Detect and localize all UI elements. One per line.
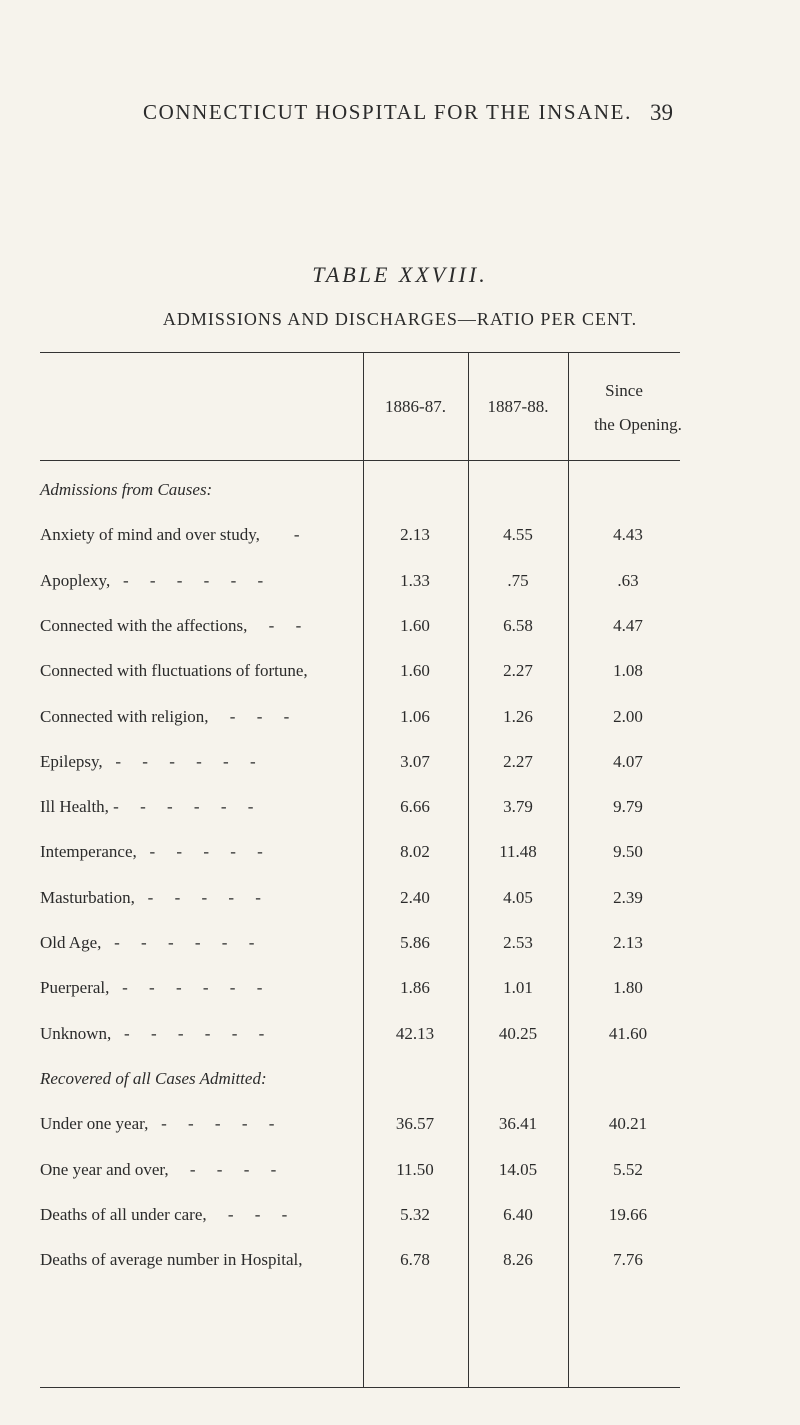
column-divider-2 <box>468 352 469 1388</box>
row-label: Epilepsy, - - - - - - <box>40 752 256 771</box>
row-label: Ill Health, - - - - - - <box>40 797 254 816</box>
table-cell: 19.66 <box>608 1205 648 1224</box>
running-head <box>0 100 800 140</box>
row-label: Old Age, - - - - - - <box>40 933 255 952</box>
table-cell: 9.79 <box>613 797 643 816</box>
table-cell: 1.06 <box>400 707 430 726</box>
table-cell: 11.48 <box>499 842 537 861</box>
header-bottom-rule <box>40 460 680 461</box>
table-cell: 2.53 <box>503 933 533 952</box>
section-heading: Recovered of all Cases Admitted: <box>40 1069 267 1088</box>
table-cell: 36.41 <box>498 1114 538 1133</box>
table-cell: 42.13 <box>395 1024 435 1043</box>
table-cell: 1.01 <box>503 978 533 997</box>
column-header-opening: the Opening. <box>594 415 682 434</box>
table-cell: 3.07 <box>400 752 430 771</box>
table-cell: .63 <box>617 571 639 590</box>
row-label: Under one year, - - - - - <box>40 1114 275 1133</box>
table-cell: 4.55 <box>503 525 533 544</box>
row-label: Deaths of all under care, - - - <box>40 1205 288 1224</box>
table-cell: 6.78 <box>400 1250 430 1269</box>
column-header-since: Since <box>605 381 643 400</box>
table-cell: 5.32 <box>400 1205 430 1224</box>
row-label: Unknown, - - - - - - <box>40 1024 265 1043</box>
row-label: Anxiety of mind and over study, - <box>40 525 300 544</box>
table-cell: 6.40 <box>503 1205 533 1224</box>
table-cell: 36.57 <box>395 1114 435 1133</box>
table-cell: 6.58 <box>503 616 533 635</box>
table-cell: 1.33 <box>400 571 430 590</box>
table-cell: 5.86 <box>400 933 430 952</box>
table-top-rule <box>40 352 680 353</box>
table-cell: 1.86 <box>400 978 430 997</box>
table-cell: 8.02 <box>400 842 430 861</box>
row-label: One year and over, - - - - <box>40 1160 277 1179</box>
table-cell: 8.26 <box>503 1250 533 1269</box>
table-cell: 3.79 <box>503 797 533 816</box>
table-cell: 40.21 <box>608 1114 648 1133</box>
row-label: Intemperance, - - - - - <box>40 842 263 861</box>
column-divider-1 <box>363 352 364 1388</box>
row-label: Connected with fluctuations of fortune, <box>40 661 308 680</box>
table-cell: 2.13 <box>400 525 430 544</box>
table-cell: 4.07 <box>613 752 643 771</box>
table-cell: 4.43 <box>613 525 643 544</box>
table-cell: 6.66 <box>400 797 430 816</box>
table-cell: 1.08 <box>613 661 643 680</box>
table-cell: 1.60 <box>400 661 430 680</box>
section-heading: Admissions from Causes: <box>40 480 213 499</box>
table-cell: 2.39 <box>613 888 643 907</box>
row-label: Connected with religion, - - - <box>40 707 290 726</box>
table-subtitle: ADMISSIONS AND DISCHARGES—RATIO PER CENT. <box>162 309 638 329</box>
table-cell: 7.76 <box>613 1250 643 1269</box>
table-cell: .75 <box>507 571 529 590</box>
running-title: CONNECTICUT HOSPITAL FOR THE INSANE. <box>143 100 632 124</box>
table-cell: 4.05 <box>503 888 533 907</box>
row-label: Puerperal, - - - - - - <box>40 978 263 997</box>
table-cell: 1.26 <box>503 707 533 726</box>
row-label: Connected with the affections, - - <box>40 616 302 635</box>
column-divider-3 <box>568 352 569 1388</box>
table-cell: 9.50 <box>613 842 643 861</box>
row-label: Deaths of average number in Hospital, <box>40 1250 303 1269</box>
column-header-1886-87: 1886-87. <box>385 397 446 416</box>
row-label: Apoplexy, - - - - - - <box>40 571 264 590</box>
table-cell: 1.80 <box>613 978 643 997</box>
column-header-1887-88: 1887-88. <box>487 397 549 416</box>
table-cell: 2.27 <box>503 752 533 771</box>
table-cell: 4.47 <box>613 616 643 635</box>
table-cell: 2.13 <box>613 933 643 952</box>
table-cell: 2.00 <box>613 707 643 726</box>
table-cell: 2.40 <box>400 888 430 907</box>
table-bottom-rule <box>40 1387 680 1388</box>
table-cell: 14.05 <box>498 1160 538 1179</box>
table-cell: 41.60 <box>608 1024 648 1043</box>
table-cell: 2.27 <box>503 661 533 680</box>
page-number: 39 <box>650 100 673 125</box>
table-cell: 1.60 <box>400 616 430 635</box>
table-cell: 5.52 <box>613 1160 643 1179</box>
table-cell: 11.50 <box>396 1160 434 1179</box>
row-label: Masturbation, - - - - - <box>40 888 261 907</box>
table-title: TABLE XXVIII. <box>312 262 488 287</box>
table-cell: 40.25 <box>498 1024 538 1043</box>
